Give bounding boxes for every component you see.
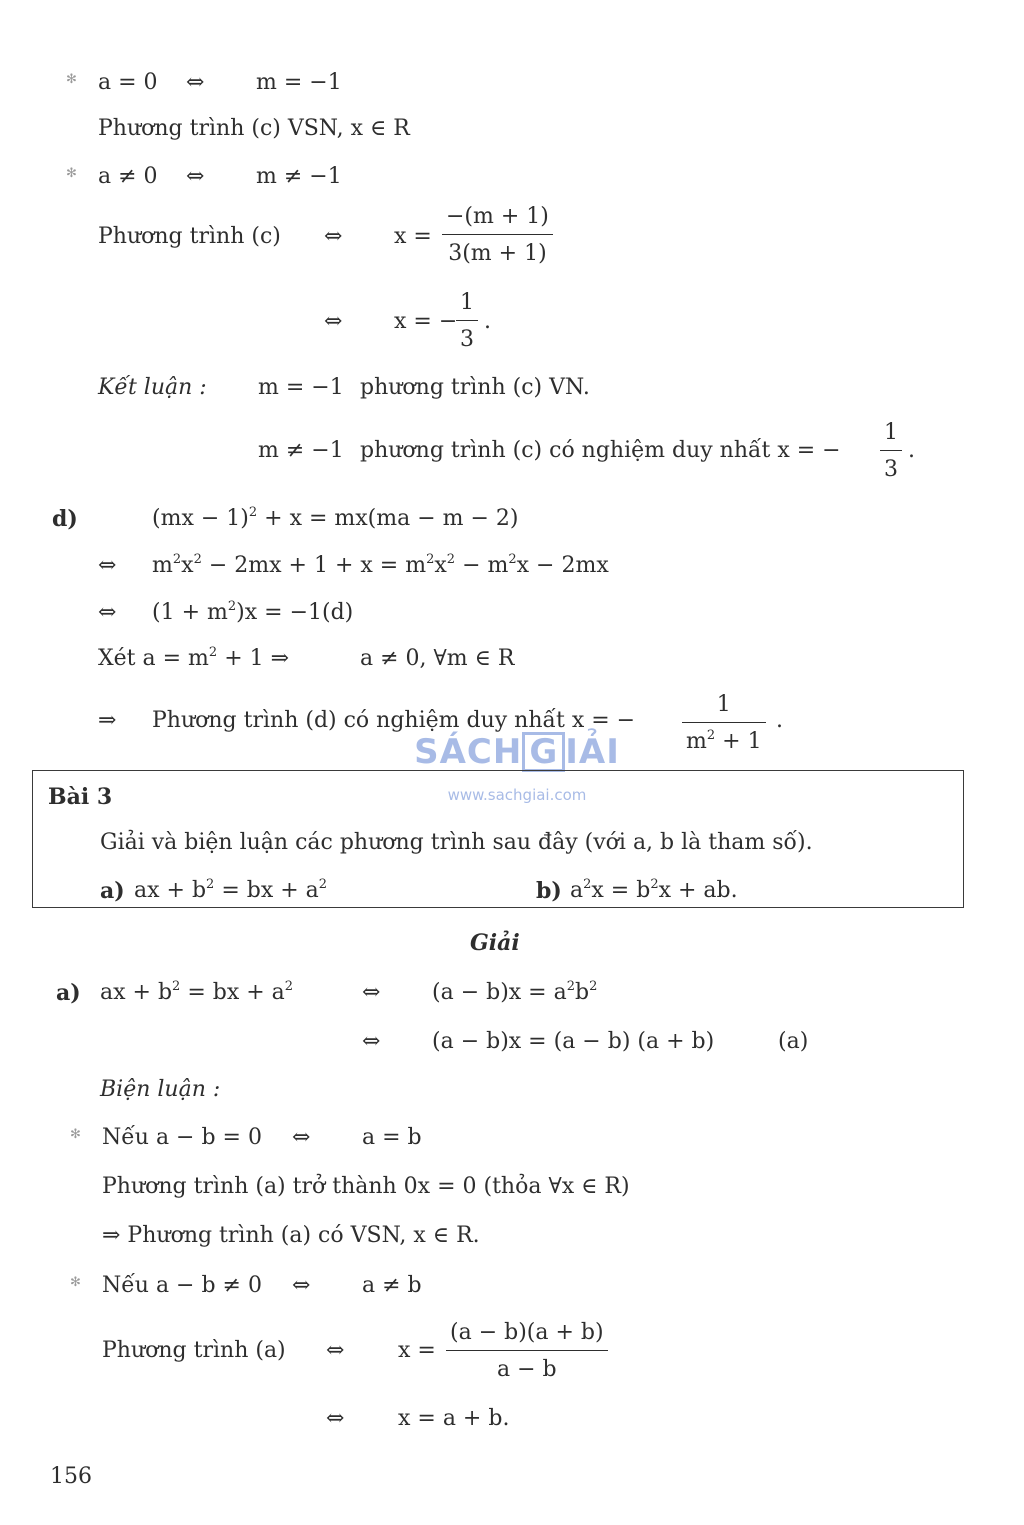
equivalence-arrow: ⇔ <box>324 309 343 334</box>
fraction <box>456 292 478 351</box>
equation-part: − 2mx + 1 + x = m <box>208 553 427 578</box>
equation-part: = bx + a <box>187 980 285 1005</box>
equation-label: Phương trình (c) <box>98 224 281 249</box>
watermark-logo-text: SÁCH <box>414 732 523 772</box>
watermark-logo-text: IẢI <box>565 732 620 772</box>
conclusion-condition: m = −1 <box>258 375 344 400</box>
implies-arrow: ⇒ <box>98 708 117 733</box>
equation-part: b <box>575 980 590 1005</box>
bullet-star-icon: ✻ <box>70 1275 81 1290</box>
equation-line <box>98 645 290 671</box>
equation-part: Xét a = m <box>98 646 209 671</box>
fraction-numerator: 1 <box>716 692 731 717</box>
case-condition: Nếu a − b = 0 <box>102 1125 262 1150</box>
equivalence-arrow: ⇔ <box>324 224 343 249</box>
equation-part: x <box>181 553 194 578</box>
period: . <box>484 309 491 334</box>
equation-lhs: x = − <box>394 309 458 334</box>
equivalence-arrow: ⇔ <box>98 553 117 578</box>
fraction-numerator: (a − b)(a + b) <box>450 1320 604 1345</box>
equation-part: x + ab. <box>658 878 738 903</box>
equation-line: a ≠ 0, ∀m ∈ R <box>360 646 515 671</box>
equivalence-arrow: ⇔ <box>362 1029 381 1054</box>
equation-statement: Phương trình (c) VSN, x ∈ R <box>98 116 410 141</box>
equation-label: Phương trình (a) <box>102 1338 286 1363</box>
case-result: m ≠ −1 <box>256 164 342 189</box>
period: . <box>908 438 915 463</box>
equation-part: ax + b <box>100 980 173 1005</box>
fraction <box>442 206 553 265</box>
page-number: 156 <box>50 1464 92 1489</box>
exponent: 2 <box>706 728 716 743</box>
exercise-part-label: b) <box>536 878 562 904</box>
fraction-denominator: 3(m + 1) <box>442 234 553 265</box>
exponent: 2 <box>589 979 598 994</box>
solution-heading: Giải <box>470 930 520 956</box>
exponent: 2 <box>284 979 294 994</box>
exponent: 2 <box>206 877 215 892</box>
conclusion-text: Phương trình (d) có nghiệm duy nhất x = − <box>152 708 636 733</box>
fraction <box>880 422 902 481</box>
equivalence-arrow: ⇔ <box>326 1406 345 1431</box>
case-result: a = b <box>362 1125 422 1150</box>
period: . <box>776 708 783 733</box>
denominator-part: m <box>686 729 707 754</box>
exercise-equation <box>134 877 328 903</box>
part-label: d) <box>52 506 78 532</box>
fraction-denominator: 3 <box>456 320 478 351</box>
case-condition: Nếu a − b ≠ 0 <box>102 1273 262 1298</box>
case-result: m = −1 <box>256 70 342 95</box>
conclusion-condition: m ≠ −1 <box>258 438 344 463</box>
exercise-statement: Giải và biện luận các phương trình sau đây (với a, b là tham số). <box>100 830 813 855</box>
equation-part: )x = −1(d) <box>236 600 354 625</box>
fraction <box>682 694 766 753</box>
watermark-logo <box>412 732 622 772</box>
exponent: 2 <box>566 979 576 994</box>
fraction-numerator: −(m + 1) <box>446 204 549 229</box>
equivalence-arrow: ⇔ <box>186 70 205 95</box>
exercise-equation <box>570 877 738 903</box>
equation-tag: (a) <box>778 1029 809 1054</box>
watermark-logo-g: G <box>522 732 565 772</box>
exercise-title: Bài 3 <box>48 784 113 810</box>
exercise-part-label: a) <box>100 878 125 904</box>
exponent: 2 <box>508 552 517 567</box>
exponent: 2 <box>318 877 328 892</box>
bullet-star-icon: ✻ <box>66 72 77 87</box>
bullet-star-icon: ✻ <box>70 1127 81 1142</box>
case-condition: a = 0 <box>98 70 158 95</box>
exponent: 2 <box>227 599 237 614</box>
exponent: 2 <box>208 645 218 660</box>
equivalence-arrow: ⇔ <box>326 1338 345 1363</box>
equation-line <box>152 552 609 578</box>
case-result: a ≠ b <box>362 1273 422 1298</box>
part-label: a) <box>56 980 81 1006</box>
exponent: 2 <box>426 552 435 567</box>
bullet-star-icon: ✻ <box>66 166 77 181</box>
equation-line <box>432 979 598 1005</box>
equation-part: (1 + m <box>152 600 228 625</box>
equivalence-arrow: ⇔ <box>292 1125 311 1150</box>
equation-part: x − 2mx <box>516 553 609 578</box>
conclusion-label: Kết luận : <box>98 375 207 400</box>
equation-part: x <box>434 553 447 578</box>
equation-line <box>152 599 354 625</box>
equation-line <box>152 505 519 531</box>
equation-part: m <box>152 553 173 578</box>
fraction-numerator: 1 <box>460 290 474 315</box>
equivalence-arrow: ⇔ <box>292 1273 311 1298</box>
fraction-denominator: a − b <box>446 1350 608 1381</box>
conclusion-text: phương trình (c) có nghiệm duy nhất x = − <box>360 438 841 463</box>
fraction-denominator <box>682 722 766 753</box>
exponent: 2 <box>650 877 659 892</box>
equation-lhs: x = <box>398 1338 436 1363</box>
exponent: 2 <box>248 505 258 520</box>
equation-part: ax + b <box>134 878 207 903</box>
conclusion-text: phương trình (c) VN. <box>360 375 590 400</box>
fraction-numerator: 1 <box>884 420 898 445</box>
equation-part: − m <box>462 553 509 578</box>
equation-line: (a − b)x = (a − b) (a + b) <box>432 1029 715 1054</box>
equivalence-arrow: ⇔ <box>362 980 381 1005</box>
denominator-part: + 1 <box>722 729 762 754</box>
fraction-denominator: 3 <box>880 450 902 481</box>
exponent: 2 <box>446 552 456 567</box>
equivalence-arrow: ⇔ <box>186 164 205 189</box>
case-statement: ⇒ Phương trình (a) có VSN, x ∈ R. <box>102 1223 480 1248</box>
equation-part: + x = mx(ma − m − 2) <box>264 506 519 531</box>
equivalence-arrow: ⇔ <box>98 600 117 625</box>
equation-part: (mx − 1) <box>152 506 249 531</box>
equation-part: (a − b)x = a <box>432 980 567 1005</box>
equation-part: + 1 ⇒ <box>224 646 290 671</box>
discussion-label: Biện luận : <box>100 1077 221 1102</box>
exponent: 2 <box>583 877 592 892</box>
exponent: 2 <box>193 552 202 567</box>
case-statement: Phương trình (a) trở thành 0x = 0 (thỏa ∀x ∈ R) <box>102 1174 630 1199</box>
equation-line <box>100 979 294 1005</box>
fraction <box>446 1322 608 1381</box>
exponent: 2 <box>172 979 181 994</box>
exponent: 2 <box>172 552 182 567</box>
equation-lhs: x = <box>394 224 432 249</box>
equation-part: x = b <box>591 878 651 903</box>
watermark-url: www.sachgiai.com <box>447 786 587 804</box>
equation-part: a <box>570 878 584 903</box>
case-condition: a ≠ 0 <box>98 164 158 189</box>
equation-result: x = a + b. <box>398 1406 510 1431</box>
equation-part: = bx + a <box>221 878 319 903</box>
